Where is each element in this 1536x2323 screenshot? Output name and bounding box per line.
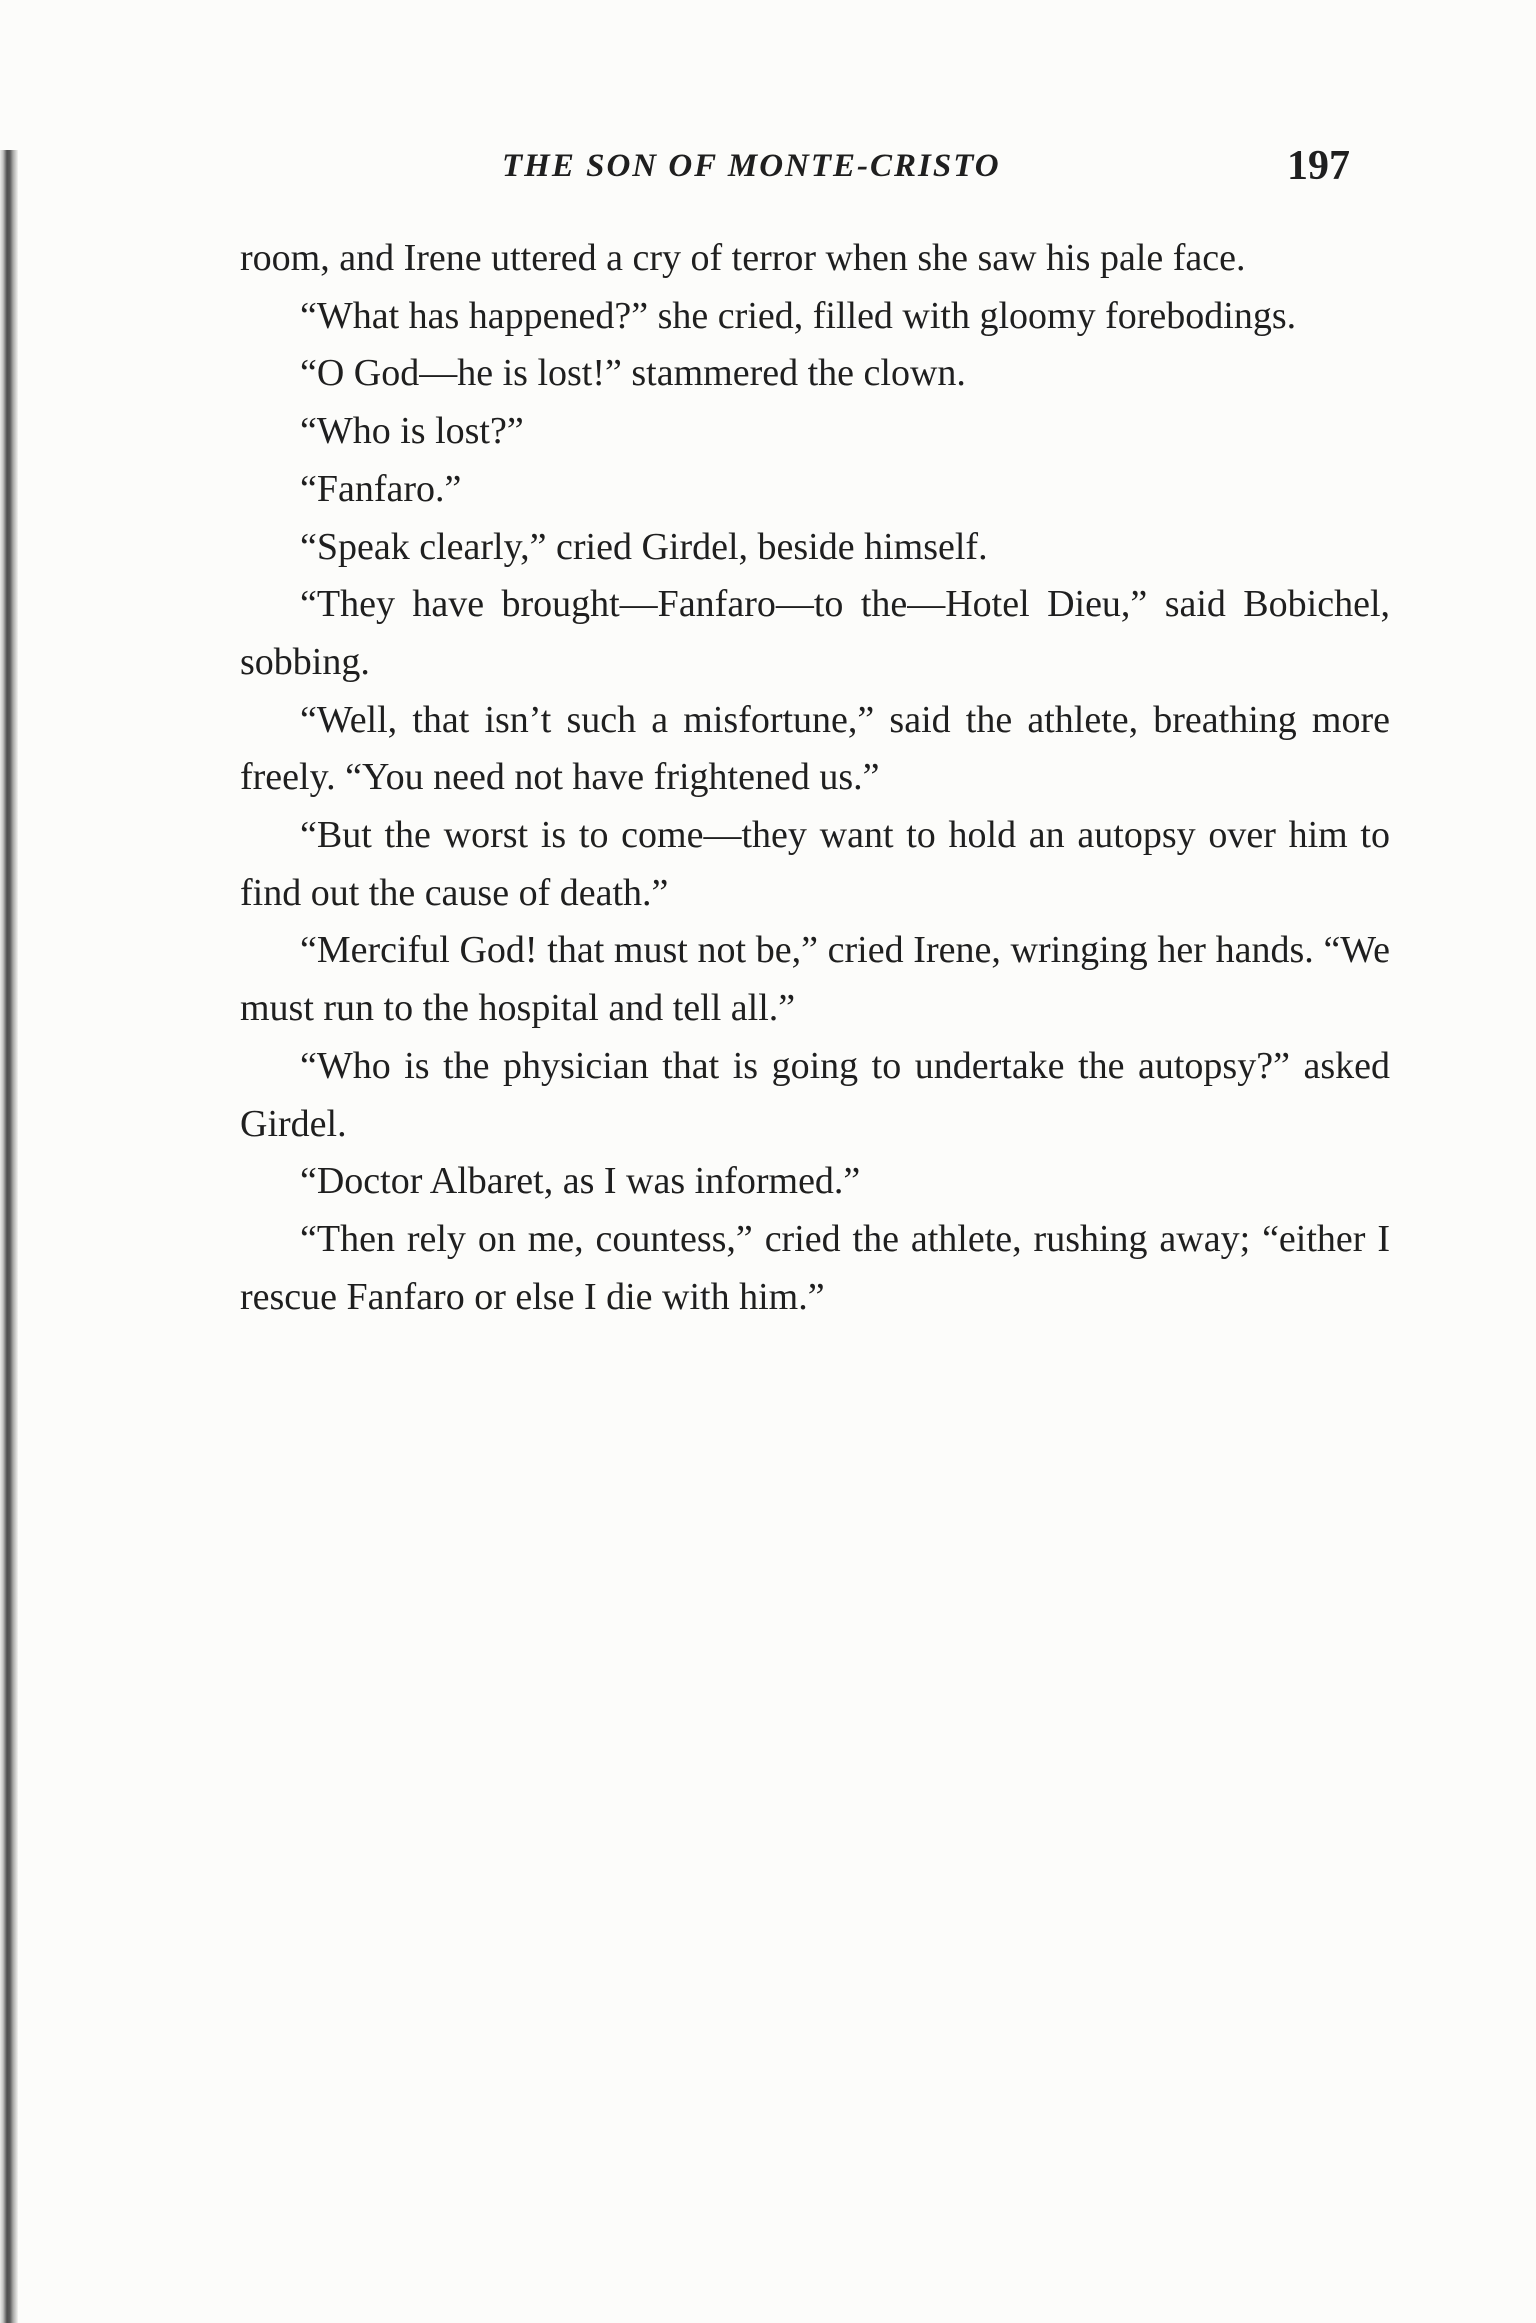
paragraph: “Then rely on me, countess,” cried the athlete, rushing away; “either I rescue Fanfaro or else I die with him.” [240,1217,1390,1318]
binding-edge [0,150,18,2323]
page-number: 197 [1287,143,1350,189]
paragraph-continued: room, and Irene uttered a cry of terror when she saw his pale face. [240,237,1246,279]
paragraph: “O God—he is lost!” stammered the clown. [300,352,966,395]
paragraph: “Who is lost?” [300,410,524,453]
paragraph: “They have brought—Fanfaro—to the—Hotel Dieu,” said Bobichel, sobbing. [240,583,1390,683]
paragraph: “What has happened?” she cried, filled with gloomy forebodings. [300,294,1297,337]
paragraph: “Well, that isn’t such a misfortune,” said the athlete, breathing more freely. “You need not have frightened us.” [240,698,1390,799]
running-title: THE SON OF MONTE-CRISTO [502,148,1001,184]
paragraph: “Speak clearly,” cried Girdel, beside himself. [300,525,988,568]
paragraph: “Doctor Albaret, as I was informed.” [300,1160,861,1203]
paragraph: “But the worst is to come—they want to hold an autopsy over him to find out the cause of death.” [240,814,1390,914]
page-header [240,140,1390,200]
paragraph: “Fanfaro.” [300,467,462,510]
paragraph: “Who is the physician that is going to undertake the autopsy?” asked Girdel. [240,1044,1390,1145]
body-text [240,230,1390,1326]
paragraph: “Merciful God! that must not be,” cried Irene, wringing her hands. “We must run to the hospital and tell all.” [240,929,1390,1030]
